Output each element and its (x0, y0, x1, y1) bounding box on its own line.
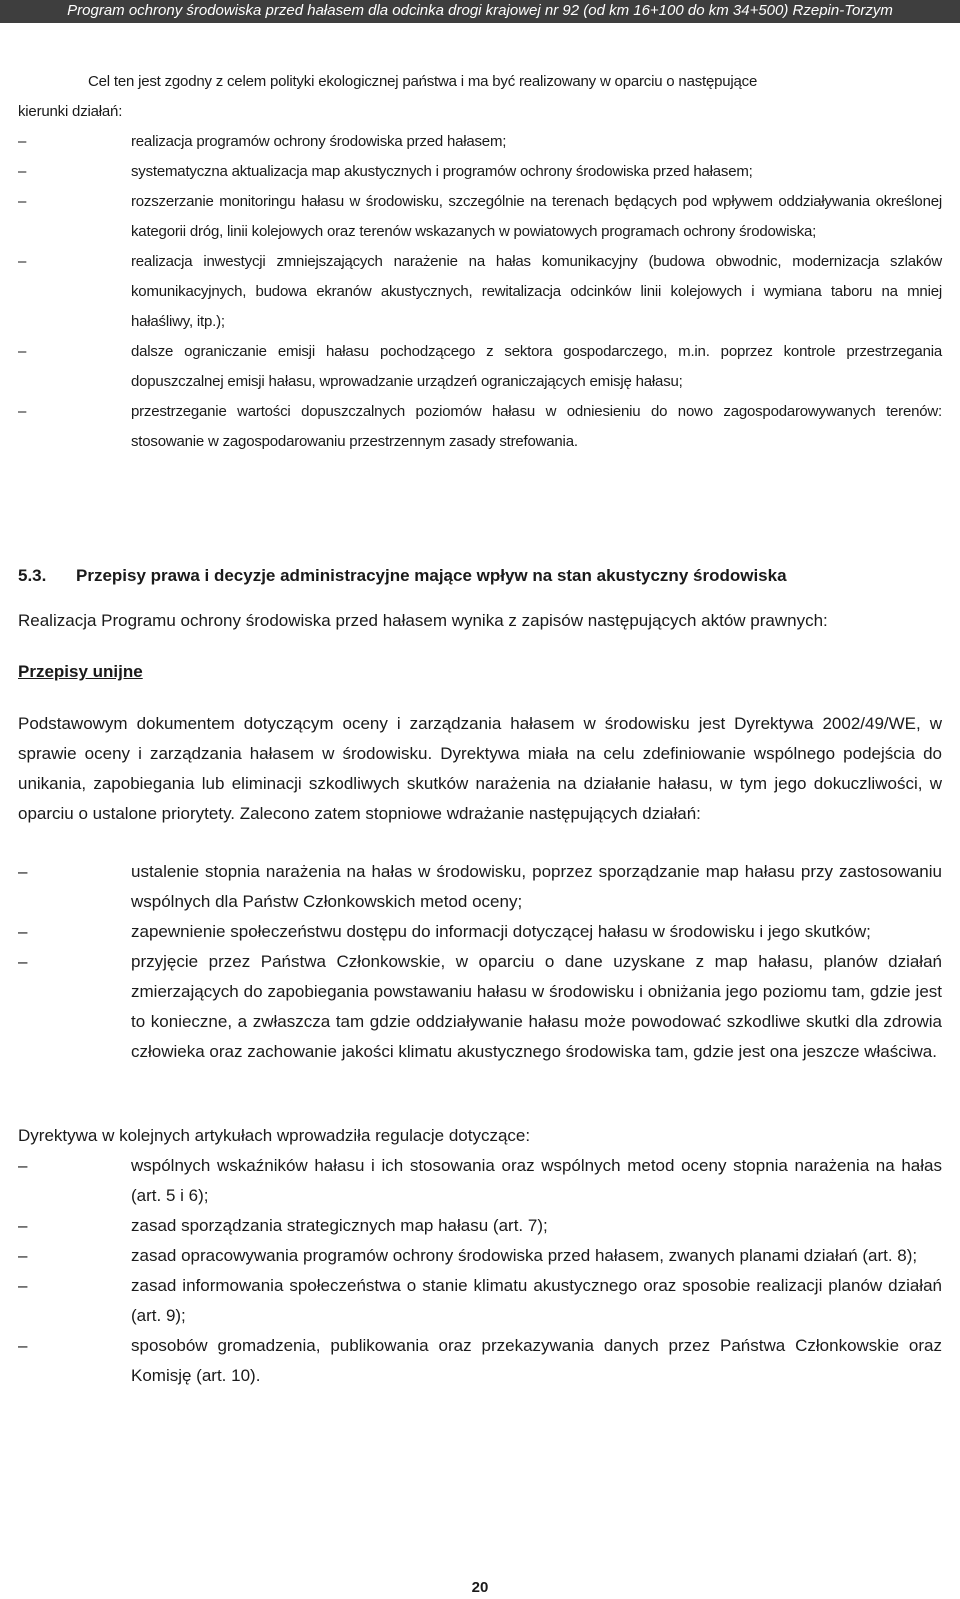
list-item (18, 1151, 942, 1211)
list-item-text: rozszerzanie monitoringu hałasu w środowisku, szczególnie na terenach będących pod wpływem oddziaływania określonej kategorii dróg, linii kolejowych oraz terenów wskazanych w powiatowych programach ochrony środowiska; (131, 193, 942, 240)
dash-marker: – (18, 253, 27, 270)
section-title: Przepisy prawa i decyzje administracyjne mające wpływ na stan akustyczny środowiska (76, 566, 787, 585)
directive-paragraph: Podstawowym dokumentem dotyczącym oceny i zarządzania hałasem w środowisku jest Dyrektywa 2002/49/WE, w sprawie oceny i zarządzania hałasem w środowisku. Dyrektywa miała na celu zdefiniowanie wspólnego podejścia do unikania, zapobiegania lub eliminacji szkodliwych skutków narażenia na działanie hałasu, w tym jego dokuczliwości, w oparciu o ustalone priorytety. Zalecono zatem stopniowe wdrażanie następujących działań: (18, 714, 942, 823)
policy-directions-list (18, 127, 942, 457)
list-item-text: zasad informowania społeczeństwa o stanie klimatu akustycznego oraz sposobie realizacji planów działań (art. 9); (131, 1276, 942, 1325)
dash-marker: – (18, 862, 28, 881)
dash-marker: – (18, 922, 28, 941)
list-item (18, 1211, 942, 1241)
eu-regulations-heading: Przepisy unijne (18, 662, 143, 681)
list-item (18, 857, 942, 917)
list-item-text: systematyczna aktualizacja map akustycznych i programów ochrony środowiska przed hałasem; (131, 163, 753, 180)
dash-marker: – (18, 1276, 28, 1295)
dash-marker: – (18, 193, 27, 210)
dash-marker: – (18, 343, 27, 360)
list-item-text: realizacja programów ochrony środowiska przed hałasem; (131, 133, 507, 150)
intro-line-2: kierunki działań: (18, 103, 123, 120)
list-item (18, 157, 942, 187)
list-item-text: zasad opracowywania programów ochrony środowiska przed hałasem, zwanych planami działań (art. 8); (131, 1246, 918, 1265)
list-item (18, 187, 942, 247)
list-item (18, 947, 942, 1067)
list-item-text: realizacja inwestycji zmniejszających narażenie na hałas komunikacyjny (budowa obwodnic, modernizacja szlaków komunikacyjnych, budowa ekranów akustycznych, rewitalizacja odcinków linii kolejowych i wymiana taboru na mniej hałaśliwy, itp.); (131, 253, 942, 330)
section-heading (18, 561, 942, 591)
list-item (18, 247, 942, 337)
dash-marker: – (18, 1216, 28, 1235)
dash-marker: – (18, 133, 27, 150)
intro-section (18, 67, 942, 457)
list-item-text: przestrzeganie wartości dopuszczalnych poziomów hałasu w odniesieniu do nowo zagospodarowywanych terenów: stosowanie w zagospodarowaniu przestrzennym zasady strefowania. (131, 403, 942, 450)
dash-marker: – (18, 952, 28, 971)
regulations-section (18, 1151, 942, 1391)
section-number: 5.3. (18, 566, 47, 585)
page-number: 20 (471, 1579, 489, 1596)
list-item-text: dalsze ograniczanie emisji hałasu pochodzącego z sektora gospodarczego, m.in. poprzez kontrole przestrzegania dopuszczalnej emisji hałasu, wprowadzanie urządzeń ograniczających emisję hałasu; (131, 343, 942, 390)
list-item (18, 127, 942, 157)
list-item (18, 1271, 942, 1331)
list-item (18, 917, 942, 947)
list-item-text: przyjęcie przez Państwa Członkowskie, w oparciu o dane uzyskane z map hałasu, planów działań zmierzających do zapobiegania powstawaniu hałasu w środowisku i obniżania jego poziomu tam, gdzie jest to konieczne, a zwłaszcza tam gdzie oddziaływanie hałasu może powodować szkodliwe skutki dla zdrowia człowieka oraz zachowanie jakości klimatu akustycznego środowiska tam, gdzie jest ona jeszcze właściwa. (131, 952, 942, 1061)
actions-section (18, 857, 942, 1067)
dash-marker: – (18, 1246, 28, 1265)
list-item (18, 337, 942, 397)
regulation-intro: Dyrektywa w kolejnych artykułach wprowadziła regulacje dotyczące: (18, 1126, 531, 1145)
actions-list (18, 857, 942, 1067)
list-item (18, 1241, 942, 1271)
intro-line-1: Cel ten jest zgodny z celem polityki ekologicznej państwa i ma być realizowany w oparciu o następujące (88, 73, 758, 90)
dash-marker: – (18, 403, 27, 420)
regulations-list (18, 1151, 942, 1391)
list-item (18, 1331, 942, 1391)
list-item (18, 397, 942, 457)
list-item-text: sposobów gromadzenia, publikowania oraz przekazywania danych przez Państwa Członkowskie oraz Komisję (art. 10). (131, 1336, 942, 1385)
list-item-text: zasad sporządzania strategicznych map hałasu (art. 7); (131, 1216, 548, 1235)
list-item-text: wspólnych wskaźników hałasu i ich stosowania oraz wspólnych metod oceny stopnia narażenia na hałas (art. 5 i 6); (131, 1156, 942, 1205)
list-item-text: zapewnienie społeczeństwu dostępu do informacji dotyczącej hałasu w środowisku i jego skutków; (131, 922, 871, 941)
running-header: Program ochrony środowiska przed hałasem dla odcinka drogi krajowej nr 92 (od km 16+100 do km 34+500) Rzepin-Torzym (0, 0, 960, 23)
intro-paragraph (18, 67, 942, 127)
dash-marker: – (18, 163, 27, 180)
list-item-text: ustalenie stopnia narażenia na hałas w środowisku, poprzez sporządzanie map hałasu przy zastosowaniu wspólnych dla Państw Członkowskich metod oceny; (131, 862, 942, 911)
dash-marker: – (18, 1156, 28, 1175)
program-sentence: Realizacja Programu ochrony środowiska przed hałasem wynika z zapisów następujących aktów prawnych: (18, 611, 828, 630)
dash-marker: – (18, 1336, 28, 1355)
eu-heading-wrap (18, 657, 942, 687)
